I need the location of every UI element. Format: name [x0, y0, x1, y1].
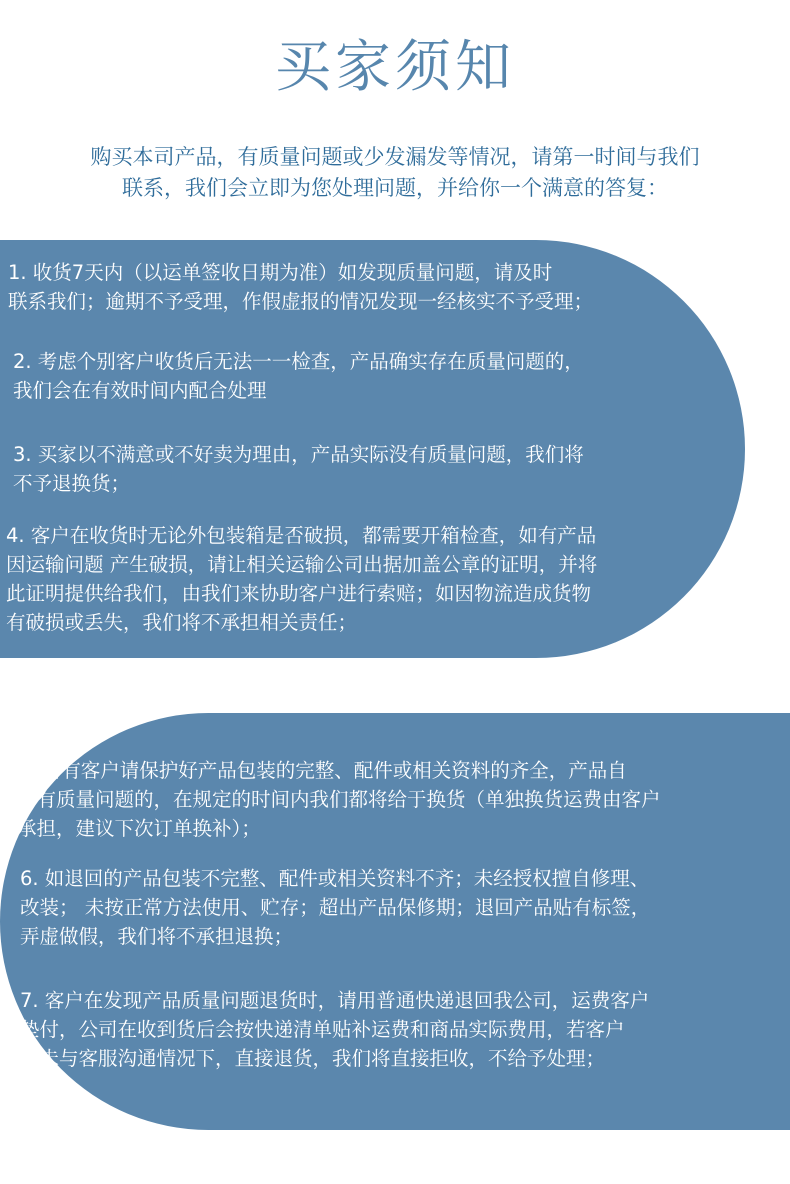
notice-line: 联系我们；逾期不予受理，作假虚报的情况发现一经核实不予受理；	[8, 290, 594, 313]
notice-item-1	[8, 258, 593, 316]
notice-line: 我们会在有效时间内配合处理	[13, 379, 267, 402]
notice-item-7	[20, 986, 649, 1073]
notice-panel-2	[0, 713, 790, 1130]
notice-line: 承担，建议下次订单换补）；	[17, 817, 261, 840]
intro-text	[20, 142, 770, 204]
notice-line: 因运输问题 产生破损，请让相关运输公司出据加盖公章的证明，并将	[6, 553, 598, 576]
notice-line: 此证明提供给我们，由我们来协助客户进行索赔；如因物流造成货物	[6, 582, 592, 605]
intro-line: 购买本司产品，有质量问题或少发漏发等情况，请第一时间与我们	[90, 145, 700, 169]
notice-line: 4. 客户在收货时无论外包装箱是否破损，都需要开箱检查，如有产品	[6, 524, 597, 547]
notice-item-3	[13, 440, 584, 498]
page-title: 买家须知	[275, 35, 515, 100]
notice-line: 身有质量问题的，在规定的时间内我们都将给于换货（单独换货运费由客户	[17, 788, 661, 811]
notice-line: 不予退换货；	[13, 472, 131, 495]
notice-line: 7. 客户在发现产品质量问题退货时，请用普通快递退回我公司，运费客户	[20, 989, 650, 1012]
notice-line: 3. 买家以不满意或不好卖为理由，产品实际没有质量问题，我们将	[13, 443, 584, 466]
notice-line: 5. 所有客户请保护好产品包装的完整、配件或相关资料的齐全，产品自	[17, 759, 627, 782]
notice-item-6	[20, 864, 650, 951]
notice-line: 弄虚做假，我们将不承担退换；	[20, 925, 294, 948]
notice-item-4	[6, 521, 597, 637]
intro-line: 联系，我们会立即为您处理问题，并给你一个满意的答复：	[122, 176, 668, 200]
notice-line: 在未与客服沟通情况下，直接退货，我们将直接拒收，不给予处理；	[20, 1047, 606, 1070]
notice-line: 改装； 未按正常方法使用、贮存；超出产品保修期；退回产品贴有标签，	[20, 896, 651, 919]
notice-line: 2. 考虑个别客户收货后无法一一检查，产品确实存在质量问题的，	[13, 350, 584, 373]
notice-line: 有破损或丢失，我们将不承担相关责任；	[6, 611, 358, 634]
notice-line: 垫付，公司在收到货后会按快递清单贴补运费和商品实际费用，若客户	[20, 1018, 625, 1041]
notice-item-5	[17, 756, 661, 843]
notice-line: 1. 收货7天内（以运单签收日期为准）如发现质量问题，请及时	[8, 261, 553, 284]
notice-panel-1	[0, 240, 745, 658]
notice-line: 6. 如退回的产品包装不完整、配件或相关资料不齐；未经授权擅自修理、	[20, 867, 650, 890]
notice-item-2	[13, 347, 584, 405]
